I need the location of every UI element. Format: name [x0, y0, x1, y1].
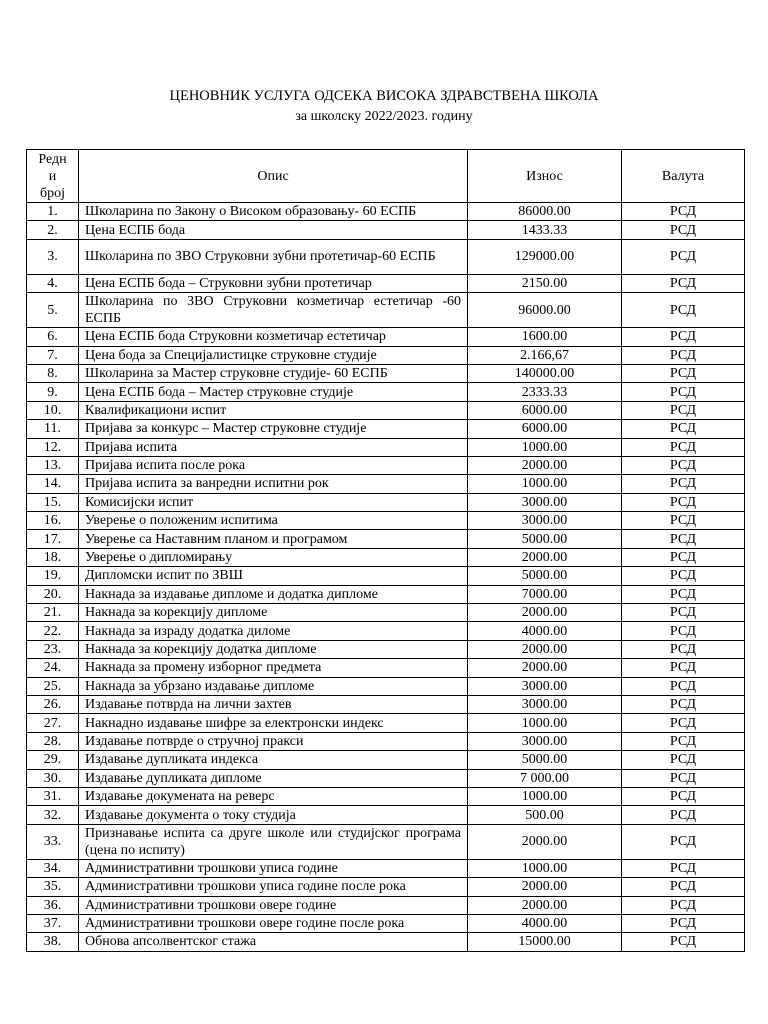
row-amount: 4000.00: [468, 622, 622, 640]
row-description: Накнада за корекцију додатка дипломе: [79, 640, 468, 658]
row-description: Школарина по ЗВО Струковни козметичар естетичар -60 ЕСПБ: [79, 293, 468, 328]
row-currency: РСД: [622, 239, 745, 274]
row-number: 37.: [27, 914, 79, 932]
row-description: Накнада за убрзано издавање дипломе: [79, 677, 468, 695]
row-number: 6.: [27, 328, 79, 346]
column-header-description: Опис: [79, 150, 468, 203]
table-row: [27, 677, 745, 695]
row-number: 32.: [27, 806, 79, 824]
table-row: [27, 328, 745, 346]
column-header-amount: Износ: [468, 150, 622, 203]
row-description: Накнада за корекцију дипломе: [79, 604, 468, 622]
row-description: Обнова апсолвентског стажа: [79, 933, 468, 951]
row-description: Накнада за израду додатка диломе: [79, 622, 468, 640]
row-description: Пријава испита: [79, 438, 468, 456]
row-description: Административни трошкови овере године: [79, 896, 468, 914]
row-number: 9.: [27, 383, 79, 401]
row-description: Накнадно издавање шифре за електронски индекс: [79, 714, 468, 732]
row-amount: 86000.00: [468, 203, 622, 221]
row-amount: 1000.00: [468, 859, 622, 877]
row-amount: 140000.00: [468, 364, 622, 382]
row-number: 10.: [27, 401, 79, 419]
row-amount: 1000.00: [468, 787, 622, 805]
row-amount: 1000.00: [468, 475, 622, 493]
table-row: [27, 859, 745, 877]
table-row: [27, 769, 745, 787]
table-header-row: [27, 150, 745, 203]
row-number: 29.: [27, 751, 79, 769]
row-amount: 6000.00: [468, 420, 622, 438]
table-row: [27, 383, 745, 401]
row-amount: 3000.00: [468, 732, 622, 750]
table-row: [27, 659, 745, 677]
row-description: Уверење са Наставним планом и програмом: [79, 530, 468, 548]
table-row: [27, 475, 745, 493]
row-number: 4.: [27, 274, 79, 292]
table-row: [27, 933, 745, 951]
table-row: [27, 512, 745, 530]
row-amount: 2000.00: [468, 640, 622, 658]
row-currency: РСД: [622, 274, 745, 292]
row-description: Накнада за промену изборног предмета: [79, 659, 468, 677]
row-currency: РСД: [622, 203, 745, 221]
row-description: Комисијски испит: [79, 493, 468, 511]
row-amount: 2000.00: [468, 604, 622, 622]
row-amount: 3000.00: [468, 493, 622, 511]
document-title: ЦЕНОВНИК УСЛУГА ОДСЕКА ВИСОКА ЗДРАВСТВЕНА ШКОЛА: [169, 88, 599, 104]
row-currency: РСД: [622, 677, 745, 695]
row-currency: РСД: [622, 769, 745, 787]
row-currency: РСД: [622, 438, 745, 456]
row-number: 5.: [27, 293, 79, 328]
row-currency: РСД: [622, 530, 745, 548]
row-description: Цена ЕСПБ бода – Струковни зубни протетичар: [79, 274, 468, 292]
row-currency: РСД: [622, 622, 745, 640]
price-table: [26, 149, 745, 952]
table-row: [27, 274, 745, 292]
row-description: Дипломски испит по ЗВШ: [79, 567, 468, 585]
row-number: 23.: [27, 640, 79, 658]
row-currency: РСД: [622, 221, 745, 239]
table-row: [27, 420, 745, 438]
document-subtitle: за школску 2022/2023. годину: [295, 109, 473, 124]
table-row: [27, 221, 745, 239]
row-number: 28.: [27, 732, 79, 750]
row-description: Пријава испита за ванредни испитни рок: [79, 475, 468, 493]
row-number: 35.: [27, 878, 79, 896]
row-number: 13.: [27, 456, 79, 474]
row-currency: РСД: [622, 328, 745, 346]
column-header-currency: Валута: [622, 150, 745, 203]
row-description: Уверење о положеним испитима: [79, 512, 468, 530]
row-currency: РСД: [622, 512, 745, 530]
row-number: 3.: [27, 239, 79, 274]
row-amount: 3000.00: [468, 512, 622, 530]
row-description: Цена ЕСПБ бода – Мастер струковне студије: [79, 383, 468, 401]
row-currency: РСД: [622, 493, 745, 511]
table-body: [27, 203, 745, 952]
row-description: Издавање документа о току студија: [79, 806, 468, 824]
row-currency: РСД: [622, 456, 745, 474]
row-amount: 2000.00: [468, 548, 622, 566]
row-amount: 5000.00: [468, 567, 622, 585]
row-currency: РСД: [622, 878, 745, 896]
row-number: 14.: [27, 475, 79, 493]
row-amount: 4000.00: [468, 914, 622, 932]
row-amount: 1000.00: [468, 438, 622, 456]
row-currency: РСД: [622, 293, 745, 328]
row-amount: 1600.00: [468, 328, 622, 346]
row-description: Накнада за издавање дипломе и додатка дипломе: [79, 585, 468, 603]
row-number: 22.: [27, 622, 79, 640]
row-amount: 2333.33: [468, 383, 622, 401]
row-number: 38.: [27, 933, 79, 951]
row-currency: РСД: [622, 401, 745, 419]
row-description: Цена ЕСПБ бода Струковни козметичар естетичар: [79, 328, 468, 346]
row-description: Издавање докумената на реверс: [79, 787, 468, 805]
row-currency: РСД: [622, 585, 745, 603]
row-number: 15.: [27, 493, 79, 511]
table-row: [27, 896, 745, 914]
row-amount: 96000.00: [468, 293, 622, 328]
row-currency: РСД: [622, 806, 745, 824]
table-row: [27, 806, 745, 824]
row-currency: РСД: [622, 933, 745, 951]
row-currency: РСД: [622, 695, 745, 713]
row-amount: 2000.00: [468, 659, 622, 677]
row-description: Признавање испита са друге школе или студијског програма (цена по испиту): [79, 824, 468, 859]
row-currency: РСД: [622, 383, 745, 401]
row-description: Школарина по ЗВО Струковни зубни протетичар-60 ЕСПБ: [79, 239, 468, 274]
row-description: Квалификациони испит: [79, 401, 468, 419]
column-header-number-line1: Редн: [38, 151, 67, 167]
row-currency: РСД: [622, 732, 745, 750]
row-number: 21.: [27, 604, 79, 622]
row-description: Административни трошкови уписа године: [79, 859, 468, 877]
table-row: [27, 401, 745, 419]
row-number: 12.: [27, 438, 79, 456]
row-description: Школарина за Мастер струковне студије- 60 ЕСПБ: [79, 364, 468, 382]
table-row: [27, 493, 745, 511]
row-number: 25.: [27, 677, 79, 695]
row-number: 20.: [27, 585, 79, 603]
table-row: [27, 604, 745, 622]
row-description: Цена бода за Специјалистицке струковне студије: [79, 346, 468, 364]
row-number: 24.: [27, 659, 79, 677]
table-row: [27, 456, 745, 474]
row-number: 26.: [27, 695, 79, 713]
row-number: 34.: [27, 859, 79, 877]
row-description: Издавање потврда на лични захтев: [79, 695, 468, 713]
table-row: [27, 714, 745, 732]
row-amount: 1433.33: [468, 221, 622, 239]
column-header-number-line2: и: [48, 168, 57, 184]
row-amount: 6000.00: [468, 401, 622, 419]
table-row: [27, 585, 745, 603]
column-header-number-line3: број: [39, 185, 65, 201]
row-amount: 7 000.00: [468, 769, 622, 787]
row-number: 7.: [27, 346, 79, 364]
table-row: [27, 914, 745, 932]
row-number: 8.: [27, 364, 79, 382]
row-amount: 2000.00: [468, 878, 622, 896]
row-amount: 3000.00: [468, 677, 622, 695]
table-row: [27, 878, 745, 896]
row-amount: 2000.00: [468, 456, 622, 474]
row-currency: РСД: [622, 567, 745, 585]
row-currency: РСД: [622, 640, 745, 658]
row-amount: 5000.00: [468, 530, 622, 548]
row-currency: РСД: [622, 859, 745, 877]
table-row: [27, 346, 745, 364]
row-number: 11.: [27, 420, 79, 438]
row-amount: 2000.00: [468, 896, 622, 914]
row-number: 16.: [27, 512, 79, 530]
row-amount: 3000.00: [468, 695, 622, 713]
row-number: 17.: [27, 530, 79, 548]
row-number: 18.: [27, 548, 79, 566]
row-currency: РСД: [622, 896, 745, 914]
row-currency: РСД: [622, 420, 745, 438]
row-amount: 7000.00: [468, 585, 622, 603]
row-description: Административни трошкови уписа године после рока: [79, 878, 468, 896]
row-currency: РСД: [622, 548, 745, 566]
table-row: [27, 438, 745, 456]
row-currency: РСД: [622, 824, 745, 859]
row-number: 2.: [27, 221, 79, 239]
row-number: 30.: [27, 769, 79, 787]
table-row: [27, 548, 745, 566]
row-amount: 1000.00: [468, 714, 622, 732]
table-row: [27, 239, 745, 274]
row-description: Административни трошкови овере године после рока: [79, 914, 468, 932]
row-amount: 129000.00: [468, 239, 622, 274]
column-header-number: [27, 150, 79, 203]
row-description: Издавање дупликата индекса: [79, 751, 468, 769]
row-currency: РСД: [622, 364, 745, 382]
table-row: [27, 203, 745, 221]
row-number: 36.: [27, 896, 79, 914]
row-amount: 2.166,67: [468, 346, 622, 364]
table-row: [27, 530, 745, 548]
row-currency: РСД: [622, 787, 745, 805]
row-currency: РСД: [622, 659, 745, 677]
row-amount: 500.00: [468, 806, 622, 824]
table-row: [27, 364, 745, 382]
row-description: Издавање дупликата дипломе: [79, 769, 468, 787]
row-amount: 15000.00: [468, 933, 622, 951]
row-currency: РСД: [622, 714, 745, 732]
row-description: Пријава за конкурс – Мастер струковне студије: [79, 420, 468, 438]
table-row: [27, 567, 745, 585]
row-amount: 2000.00: [468, 824, 622, 859]
table-row: [27, 824, 745, 859]
row-number: 27.: [27, 714, 79, 732]
row-description: Пријава испита после рока: [79, 456, 468, 474]
table-row: [27, 787, 745, 805]
row-description: Школарина по Закону о Високом образовању- 60 ЕСПБ: [79, 203, 468, 221]
row-currency: РСД: [622, 751, 745, 769]
row-currency: РСД: [622, 604, 745, 622]
row-number: 33.: [27, 824, 79, 859]
row-currency: РСД: [622, 346, 745, 364]
table-row: [27, 293, 745, 328]
row-amount: 2150.00: [468, 274, 622, 292]
row-currency: РСД: [622, 914, 745, 932]
table-row: [27, 622, 745, 640]
row-description: Издавање потврде о стручној пракси: [79, 732, 468, 750]
row-currency: РСД: [622, 475, 745, 493]
row-number: 1.: [27, 203, 79, 221]
table-row: [27, 695, 745, 713]
table-row: [27, 640, 745, 658]
table-row: [27, 732, 745, 750]
table-row: [27, 751, 745, 769]
row-number: 19.: [27, 567, 79, 585]
row-description: Цена ЕСПБ бода: [79, 221, 468, 239]
row-description: Уверење о дипломирању: [79, 548, 468, 566]
row-amount: 5000.00: [468, 751, 622, 769]
row-number: 31.: [27, 787, 79, 805]
